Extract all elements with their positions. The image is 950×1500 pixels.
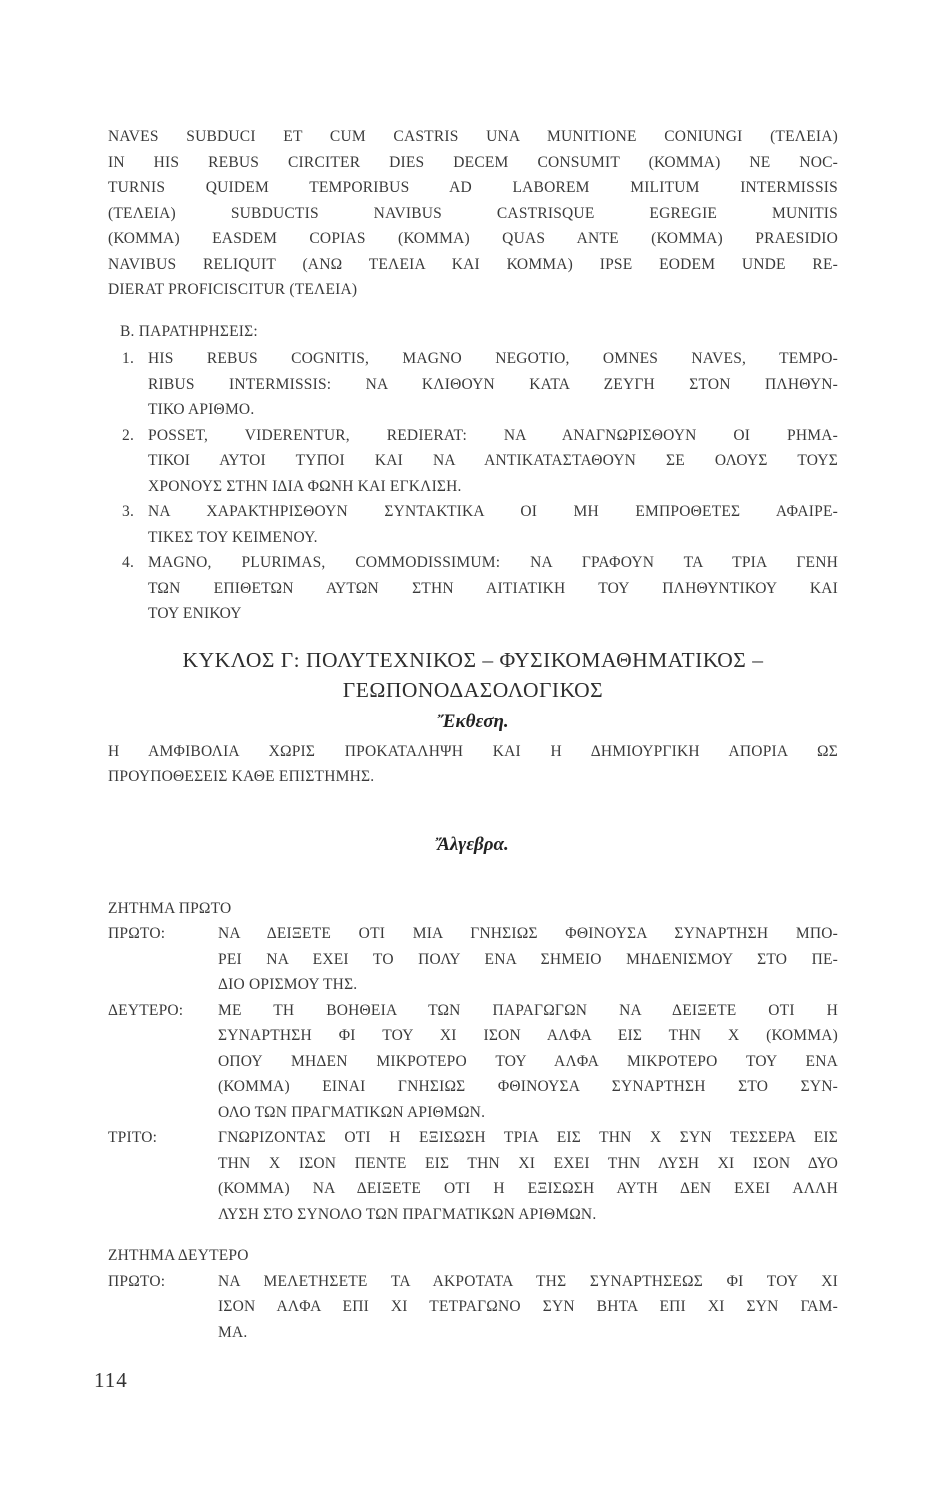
part-label: ΔΕΥΤΕΡΟ: (108, 1001, 184, 1019)
topic-two (108, 1243, 838, 1345)
passage-line: IN HIS REBUS CIRCITER DIES DECEM CONSUMIT (ΚΟΜΜΑ) NE NOC- (108, 153, 838, 171)
part-line: ΔΙΟ ΟΡΙΣΜΟΥ ΤΗΣ. (218, 976, 358, 993)
passage-line: NAVES SUBDUCI ET CUM CASTRIS UNA MUNITIONE CONIUNGI (ΤΕΛΕΙΑ) (108, 128, 838, 145)
observations-list (122, 346, 838, 627)
topic-one (108, 896, 838, 1228)
part-line: ΙΣΟΝ ΑΛΦΑ ΕΠΙ ΧΙ ΤΕΤΡΑΓΩΝΟ ΣΥΝ ΒΗΤΑ ΕΠΙ ΧΙ ΣΥΝ ΓΑΜ- (218, 1298, 838, 1315)
part-line: ΝΑ ΔΕΙΞΕΤΕ ΟΤΙ ΜΙΑ ΓΝΗΣΙΩΣ ΦΘΙΝΟΥΣΑ ΣΥΝΑΡΤΗΣΗ ΜΠΟ- (218, 925, 838, 942)
observations-title: Β. ΠΑΡΑΤΗΡΗΣΕΙΣ: (120, 322, 258, 340)
question-part (108, 998, 838, 1126)
part-line: ΟΛΟ ΤΩΝ ΠΡΑΓΜΑΤΙΚΩΝ ΑΡΙΘΜΩΝ. (218, 1103, 486, 1121)
observation-item (122, 499, 838, 550)
cycle-title-line: ΚΥΚΛΟΣ Γ: ΠΟΛΥΤΕΧΝΙΚΟΣ – ΦΥΣΙΚΟΜΑΘΗΜΑΤΙΚΟΣ – (182, 647, 764, 672)
item-line: ΤΟΥ ΕΝΙΚΟΥ (148, 605, 242, 622)
part-line: ΜΑ. (218, 1323, 248, 1341)
page-number: 114 (94, 1368, 128, 1392)
algebra-heading: Ἄλγεβρα. (437, 833, 509, 855)
passage-line: (ΚΟΜΜΑ) EASDEM COPIAS (ΚΟΜΜΑ) QUAS ANTE (ΚΟΜΜΑ) PRAESIDIO (108, 230, 838, 247)
item-number: 3. (122, 503, 135, 520)
cycle-title (108, 645, 838, 705)
part-line: ΜΕ ΤΗ ΒΟΗΘΕΙΑ ΤΩΝ ΠΑΡΑΓΩΓΩΝ ΝΑ ΔΕΙΞΕΤΕ ΟΤΙ Η (218, 1001, 838, 1019)
part-line: ΤΗΝ Χ ΙΣΟΝ ΠΕΝΤΕ ΕΙΣ ΤΗΝ ΧΙ ΕΧΕΙ ΤΗΝ ΛΥΣΗ ΧΙ ΙΣΟΝ ΔΥΟ (218, 1154, 838, 1172)
item-line: ΝΑ ΧΑΡΑΚΤΗΡΙΣΘΟΥΝ ΣΥΝΤΑΚΤΙΚΑ ΟΙ ΜΗ ΕΜΠΡΟΘΕΤΕΣ ΑΦΑΙΡΕ- (148, 503, 838, 520)
passage-line: NAVIBUS RELIQUIT (ΑΝΩ ΤΕΛΕΙΑ ΚΑΙ ΚΟΜΜΑ) IPSE EODEM UNDE RE- (108, 255, 838, 273)
question-part (108, 1125, 838, 1227)
observation-item (122, 550, 838, 627)
question-part (108, 921, 838, 998)
topic-title: ΖΗΤΗΜΑ ΠΡΩΤΟ (108, 899, 232, 917)
part-label: ΤΡΙΤΟ: (108, 1129, 158, 1146)
part-label: ΠΡΩΤΟ: (108, 925, 166, 942)
essay-line: Η ΑΜΦΙΒΟΛΙΑ ΧΩΡΙΣ ΠΡΟΚΑΤΑΛΗΨΗ ΚΑΙ Η ΔΗΜΙΟΥΡΓΙΚΗ ΑΠΟΡΙΑ ΩΣ (108, 742, 838, 760)
topic-title: ΖΗΤΗΜΑ ΔΕΥΤΕΡΟ (108, 1247, 249, 1264)
item-line: ΤΙΚΟΙ ΑΥΤΟΙ ΤΥΠΟΙ ΚΑΙ ΝΑ ΑΝΤΙΚΑΤΑΣΤΑΘΟΥΝ ΣΕ ΟΛΟΥΣ ΤΟΥΣ (148, 452, 838, 469)
observation-item (122, 423, 838, 500)
part-line: (ΚΟΜΜΑ) ΕΙΝΑΙ ΓΝΗΣΙΩΣ ΦΘΙΝΟΥΣΑ ΣΥΝΑΡΤΗΣΗ ΣΤΟ ΣΥΝ- (218, 1078, 838, 1095)
observation-item (122, 346, 838, 423)
item-line: ΤΙΚΕΣ ΤΟΥ ΚΕΙΜΕΝΟΥ. (148, 528, 318, 546)
part-line: ΡΕΙ ΝΑ ΕΧΕΙ ΤΟ ΠΟΛΥ ΕΝΑ ΣΗΜΕΙΟ ΜΗΔΕΝΙΣΜΟΥ ΣΤΟ ΠΕ- (218, 950, 838, 968)
item-line: ΧΡΟΝΟΥΣ ΣΤΗΝ ΙΔΙΑ ΦΩΝΗ ΚΑΙ ΕΓΚΛΙΣΗ. (148, 477, 462, 495)
essay-heading: Ἔκθεση. (437, 710, 509, 732)
part-line: ΟΠΟΥ ΜΗΔΕΝ ΜΙΚΡΟΤΕΡΟ ΤΟΥ ΑΛΦΑ ΜΙΚΡΟΤΕΡΟ ΤΟΥ ΕΝΑ (218, 1052, 838, 1070)
latin-passage (108, 124, 838, 303)
cycle-title-line: ΓΕΩΠΟΝΟΔΑΣΟΛΟΓΙΚΟΣ (342, 677, 604, 702)
part-line: ΛΥΣΗ ΣΤΟ ΣΥΝΟΛΟ ΤΩΝ ΠΡΑΓΜΑΤΙΚΩΝ ΑΡΙΘΜΩΝ. (218, 1205, 597, 1223)
essay-topic (108, 739, 838, 790)
item-line: ΤΙΚΟ ΑΡΙΘΜΟ. (148, 401, 255, 418)
page-content (108, 124, 838, 1345)
item-number: 2. (122, 426, 135, 444)
item-number: 1. (122, 350, 135, 367)
item-line: ΤΩΝ ΕΠΙΘΕΤΩΝ ΑΥΤΩΝ ΣΤΗΝ ΑΙΤΙΑΤΙΚΗ ΤΟΥ ΠΛΗΘΥΝΤΙΚΟΥ ΚΑΙ (148, 579, 838, 597)
item-line: RIBUS INTERMISSIS: ΝΑ ΚΛΙΘΟΥΝ ΚΑΤΑ ΖΕΥΓΗ ΣΤΟΝ ΠΛΗΘΥΝ- (148, 375, 838, 393)
passage-line: (ΤΕΛΕΙΑ) SUBDUCTIS NAVIBUS CASTRISQUE EGREGIE MUNITIS (108, 204, 838, 222)
passage-line: DIERAT PROFICISCITUR (ΤΕΛΕΙΑ) (108, 281, 358, 298)
passage-line: TURNIS QUIDEM TEMPORIBUS AD LABOREM MILITUM INTERMISSIS (108, 179, 838, 196)
part-line: (ΚΟΜΜΑ) ΝΑ ΔΕΙΞΕΤΕ ΟΤΙ Η ΕΞΙΣΩΣΗ ΑΥΤΗ ΔΕΝ ΕΧΕΙ ΑΛΛΗ (218, 1180, 838, 1197)
item-line: MAGNO, PLURIMAS, COMMODISSIMUM: ΝΑ ΓΡΑΦΟΥΝ ΤΑ ΤΡΙΑ ΓΕΝΗ (148, 554, 838, 571)
item-line: HIS REBUS COGNITIS, MAGNO NEGOTIO, OMNES NAVES, TEMPO- (148, 350, 838, 367)
part-label: ΠΡΩΤΟ: (108, 1272, 166, 1290)
essay-line: ΠΡΟΥΠΟΘΕΣΕΙΣ ΚΑΘΕ ΕΠΙΣΤΗΜΗΣ. (108, 768, 375, 785)
part-line: ΓΝΩΡΙΖΟΝΤΑΣ ΟΤΙ Η ΕΞΙΣΩΣΗ ΤΡΙΑ ΕΙΣ ΤΗΝ Χ ΣΥΝ ΤΕΣΣΕΡΑ ΕΙΣ (218, 1129, 838, 1146)
part-line: ΝΑ ΜΕΛΕΤΗΣΕΤΕ ΤΑ ΑΚΡΟΤΑΤΑ ΤΗΣ ΣΥΝΑΡΤΗΣΕΩΣ ΦΙ ΤΟΥ ΧΙ (218, 1272, 838, 1290)
part-line: ΣΥΝΑΡΤΗΣΗ ΦΙ ΤΟΥ ΧΙ ΙΣΟΝ ΑΛΦΑ ΕΙΣ ΤΗΝ Χ (ΚΟΜΜΑ) (218, 1027, 838, 1044)
item-line: POSSET, VIDERENTUR, REDIERAT: ΝΑ ΑΝΑΓΝΩΡΙΣΘΟΥΝ ΟΙ ΡΗΜΑ- (148, 426, 838, 444)
question-part (108, 1269, 838, 1346)
item-number: 4. (122, 554, 135, 571)
